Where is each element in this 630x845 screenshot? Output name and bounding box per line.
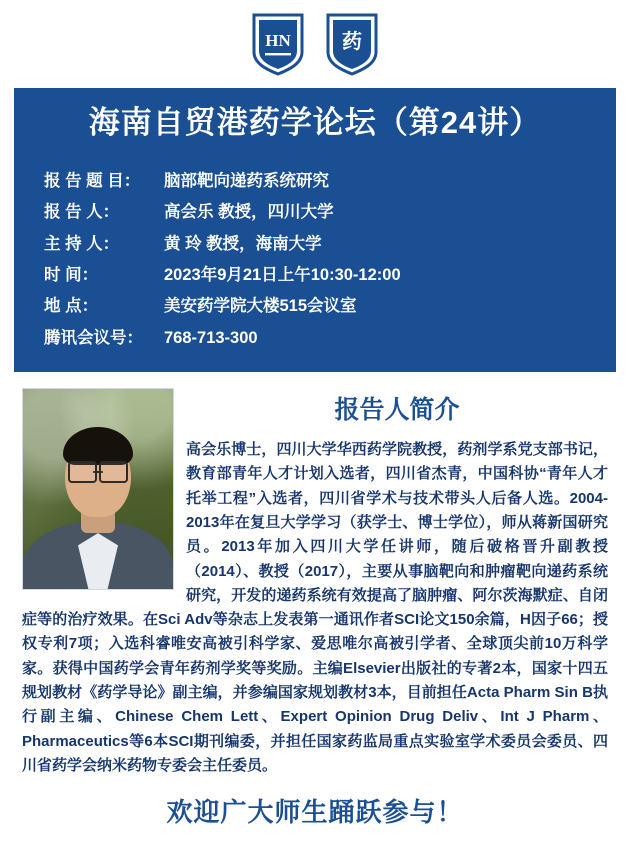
bio-heading: 报告人简介: [334, 396, 460, 425]
info-label: 报 告 题 目：: [44, 172, 141, 190]
info-value: 美安药学院大楼515会议室: [164, 297, 357, 316]
info-value: 2023年9月21日上午10:30-12:00: [164, 266, 401, 285]
info-label: 地 点：: [44, 297, 99, 316]
footer-call-to-action: 欢迎广大师生踊跃参与！: [166, 797, 464, 828]
info-row: [44, 291, 586, 322]
hainan-university-crest-icon: [250, 12, 306, 76]
svg-text:药: 药: [342, 31, 362, 53]
bio-text: 高会乐博士，四川大学华西药学院教授，药剂学系党支部书记，教育部青年人才计划入选者，四川省杰青，中国科协“青年人才托举工程”入选者，四川省学术与技术带头人后备人选。2004-2013年在复旦大学学习（获学士、博士学位），师从蒋新国研究员。2013年加入四川大学任讲师，随后破格晋升副教授（2014）、教授（2017），主要从事脑靶向和肿瘤靶向递药系统研究，开发的递药系统有效提高了脑肿瘤、阿尔茨海默症、自闭症等的治疗效果。在Sci Adv等杂志上发表第一通讯作者SCI论文150余篇，H因子66；授权专利7项；入选科睿唯安高被引科学家、爱思唯尔高被引学者、全球顶尖前10万科学家。获得中国药学会青年药剂学奖等奖励。主编Elsevier出版社的专著2本，国家十四五规划教材《药学导论》副主编，并参编国家规划教材3本，目前担任Acta Pharm Sin B执行副主编、Chinese Chem Lett、Expert Opinion Drug Deliv、Int J Pharm、Pharmaceutics等6本SCI期刊编委，并担任国家药监局重点实验室学术委员会委员、四川省药学会纳米药物专委会主任委员。: [22, 441, 608, 774]
info-value: 768-713-300: [164, 328, 258, 347]
speaker-portrait: [22, 388, 174, 590]
info-row: [44, 260, 586, 291]
info-label: 主 持 人：: [44, 234, 120, 253]
svg-text:HN: HN: [265, 31, 291, 50]
banner: [14, 88, 616, 150]
info-value: 高会乐 教授，四川大学: [164, 203, 334, 222]
pharmacy-school-crest-icon: [324, 12, 380, 76]
info-row: [44, 229, 586, 260]
info-value: 脑部靶向递药系统研究: [164, 172, 329, 190]
info-label: 报 告 人：: [44, 203, 120, 222]
info-row: [44, 323, 586, 354]
logo-strip: [0, 0, 630, 88]
speaker-bio-section: [0, 372, 630, 778]
info-value: 黄 玲 教授，海南大学: [164, 234, 322, 253]
page-title: 海南自贸港药学论坛（第24讲）: [88, 104, 542, 140]
event-info-block: [14, 150, 616, 372]
info-label: 时 间：: [44, 266, 99, 285]
info-label: 腾讯会议号：: [44, 328, 143, 347]
info-row: [44, 166, 586, 197]
info-row: [44, 197, 586, 228]
